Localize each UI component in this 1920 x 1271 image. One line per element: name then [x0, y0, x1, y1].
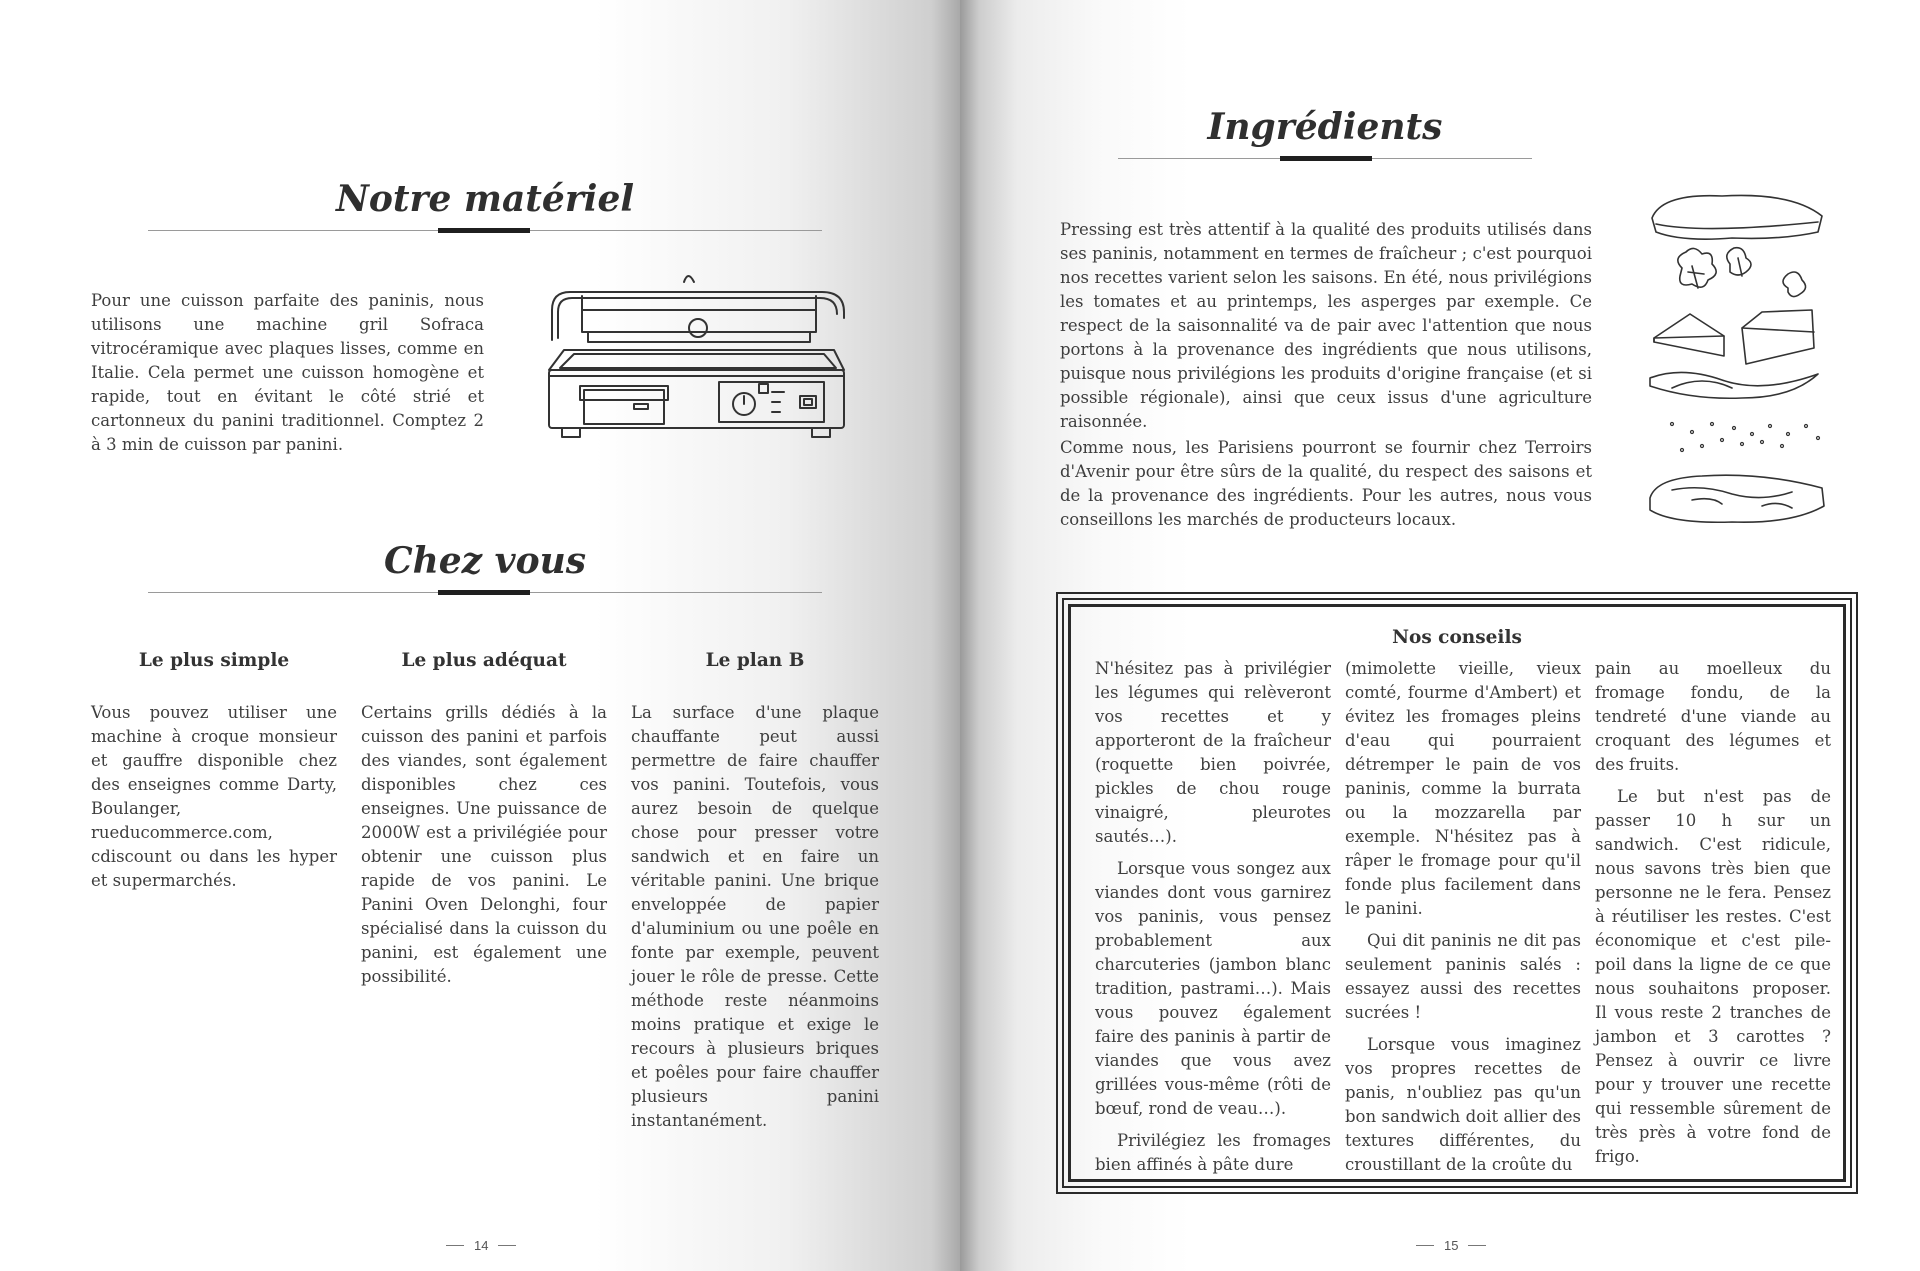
heading-ingredients: Ingrédients	[1207, 106, 1443, 148]
heading-rule-accent	[1280, 156, 1372, 161]
conseils-paragraph: Privilégiez les fromages bien affinés à pâte dure	[1095, 1131, 1331, 1174]
conseils-paragraph: Qui dit paninis ne dit pas seulement paninis salés : essayez aussi des recettes sucrées !	[1345, 931, 1581, 1022]
panini-grill-icon	[544, 270, 854, 450]
column-le-plus-simple	[91, 650, 337, 893]
conseils-box	[1056, 592, 1858, 1194]
conseils-column-2	[1345, 657, 1581, 1177]
column-title: Le plan B	[705, 650, 805, 671]
page-number-text: 15	[1444, 1238, 1459, 1253]
column-text: Vous pouvez utiliser une machine à croque monsieur et gauffre disponible chez des enseignes comme Darty, Boulanger, rueducommerce.com, cdiscount ou dans les hyper et supermarchés.	[91, 703, 337, 890]
ingredients-paragraph-1: Pressing est très attentif à la qualité des produits utilisés dans ses paninis, notamment en termes de fraîcheur ; c'est pourquoi nos recettes varient selon les saisons. En été, nous privilégions les tomates et au printemps, les asperges par exemple. Ce respect de la saisonnalité va de pair avec l'attention que nous portons à la provenance des ingrédients que nous utilisons, puisque nous privilégions les produits d'origine française (et si possible régionale), ainsi que ceux issus d'une agriculture raisonnée.	[1060, 220, 1592, 431]
dash-decoration	[498, 1245, 516, 1246]
conseils-column-3	[1595, 657, 1831, 1169]
page-number-right	[1416, 1238, 1486, 1253]
conseils-title: Nos conseils	[1392, 627, 1522, 648]
dash-decoration	[1416, 1245, 1434, 1246]
column-title: Le plus adéquat	[401, 650, 567, 671]
heading-chez-vous: Chez vous	[383, 540, 587, 582]
page-number-left	[446, 1238, 516, 1253]
materiel-paragraph: Pour une cuisson parfaite des paninis, nous utilisons une machine gril Sofraca vitrocéramique avec plaques lisses, comme en Italie. Cela permet une cuisson homogène et rapide, tout en évitant le côté strié et cartonneux du panini traditionnel. Comptez 2 à 3 min de cuisson par panini.	[91, 291, 484, 454]
conseils-paragraph: (mimolette vieille, vieux comté, fourme d'Ambert) et évitez les fromages pleins d'eau qui pourraient détremper le pain de vos paninis, comme la burrata ou la mozzarella par exemple. N'hésitez pas à râper le fromage pour qu'il fonde plus facilement dans le panini.	[1345, 659, 1581, 918]
conseils-paragraph: Le but n'est pas de passer 10 h sur un sandwich. C'est ridicule, nous savons très bien que personne ne le fera. Pensez à réutiliser les restes. C'est économique et c'est pile-poil dans la ligne de ce que nous souhaitons proposer. Il vous reste 2 tranches de jambon et 3 carottes ? Pensez à ouvrir ce livre pour y trouver une recette qui ressemble sûrement de très près à votre fond de frigo.	[1595, 787, 1831, 1166]
heading-rule-accent	[438, 590, 530, 595]
column-text: La surface d'une plaque chauffante peut aussi permettre de faire chauffer vos panini. Toutefois, vous aurez besoin de quelque chose pour presser votre sandwich et en faire un véritable panini. Une brique enveloppée de papier d'aluminium ou une poêle en fonte par exemple, peuvent jouer le rôle de presse. Cette méthode reste néanmoins moins pratique et exige le recours à plusieurs briques et poêles pour faire chauffer plusieurs panini instantanément.	[631, 703, 879, 1130]
conseils-paragraph: pain au moelleux du fromage fondu, de la tendreté d'une viande au croquant des légumes et des fruits.	[1595, 659, 1831, 774]
dash-decoration	[1468, 1245, 1486, 1246]
column-title: Le plus simple	[138, 650, 290, 671]
column-le-plan-b	[631, 650, 879, 1133]
column-text: Certains grills dédiés à la cuisson des panini et parfois des viandes, sont également disponibles chez ces enseignes. Une puissance de 2000W est a privilégiée pour obtenir une cuisson plus rapide de vos panini. Le Panini Oven Delonghi, four spécialisé dans la cuisson du panini, est également une possibilité.	[361, 703, 607, 986]
dash-decoration	[446, 1245, 464, 1246]
ingredients-paragraph-2: Comme nous, les Parisiens pourront se fournir chez Terroirs d'Avenir pour être sûrs de la qualité, du respect des saisons et de la provenance des ingrédients. Pour les autres, nous vous conseillons les marchés de producteurs locaux.	[1060, 438, 1592, 529]
column-le-plus-adequat	[361, 650, 607, 989]
conseils-column-1	[1095, 657, 1331, 1177]
conseils-paragraph: Lorsque vous songez aux viandes dont vous garnirez vos paninis, vous pensez probablement aux charcuteries (jambon blanc tradition, pastrami…). Mais vous pouvez également faire des paninis à partir de viandes que vous avez grillées vous-même (rôti de bœuf, rond de veau…).	[1095, 859, 1331, 1118]
exploded-sandwich-icon	[1642, 188, 1842, 543]
conseils-paragraph: N'hésitez pas à privilégier les légumes qui relèveront vos recettes et y apporteront de la fraîcheur (roquette bien poivrée, pickles de chou rouge vinaigré, pleurotes sautés…).	[1095, 659, 1331, 846]
heading-notre-materiel: Notre matériel	[335, 178, 635, 220]
conseils-paragraph: Lorsque vous imaginez vos propres recettes de panis, n'oubliez pas qu'un bon sandwich doit allier des textures différentes, du croustillant de la croûte du	[1345, 1035, 1581, 1174]
heading-rule-accent	[438, 228, 530, 233]
right-page	[960, 0, 1920, 1271]
page-number-text: 14	[474, 1238, 489, 1253]
